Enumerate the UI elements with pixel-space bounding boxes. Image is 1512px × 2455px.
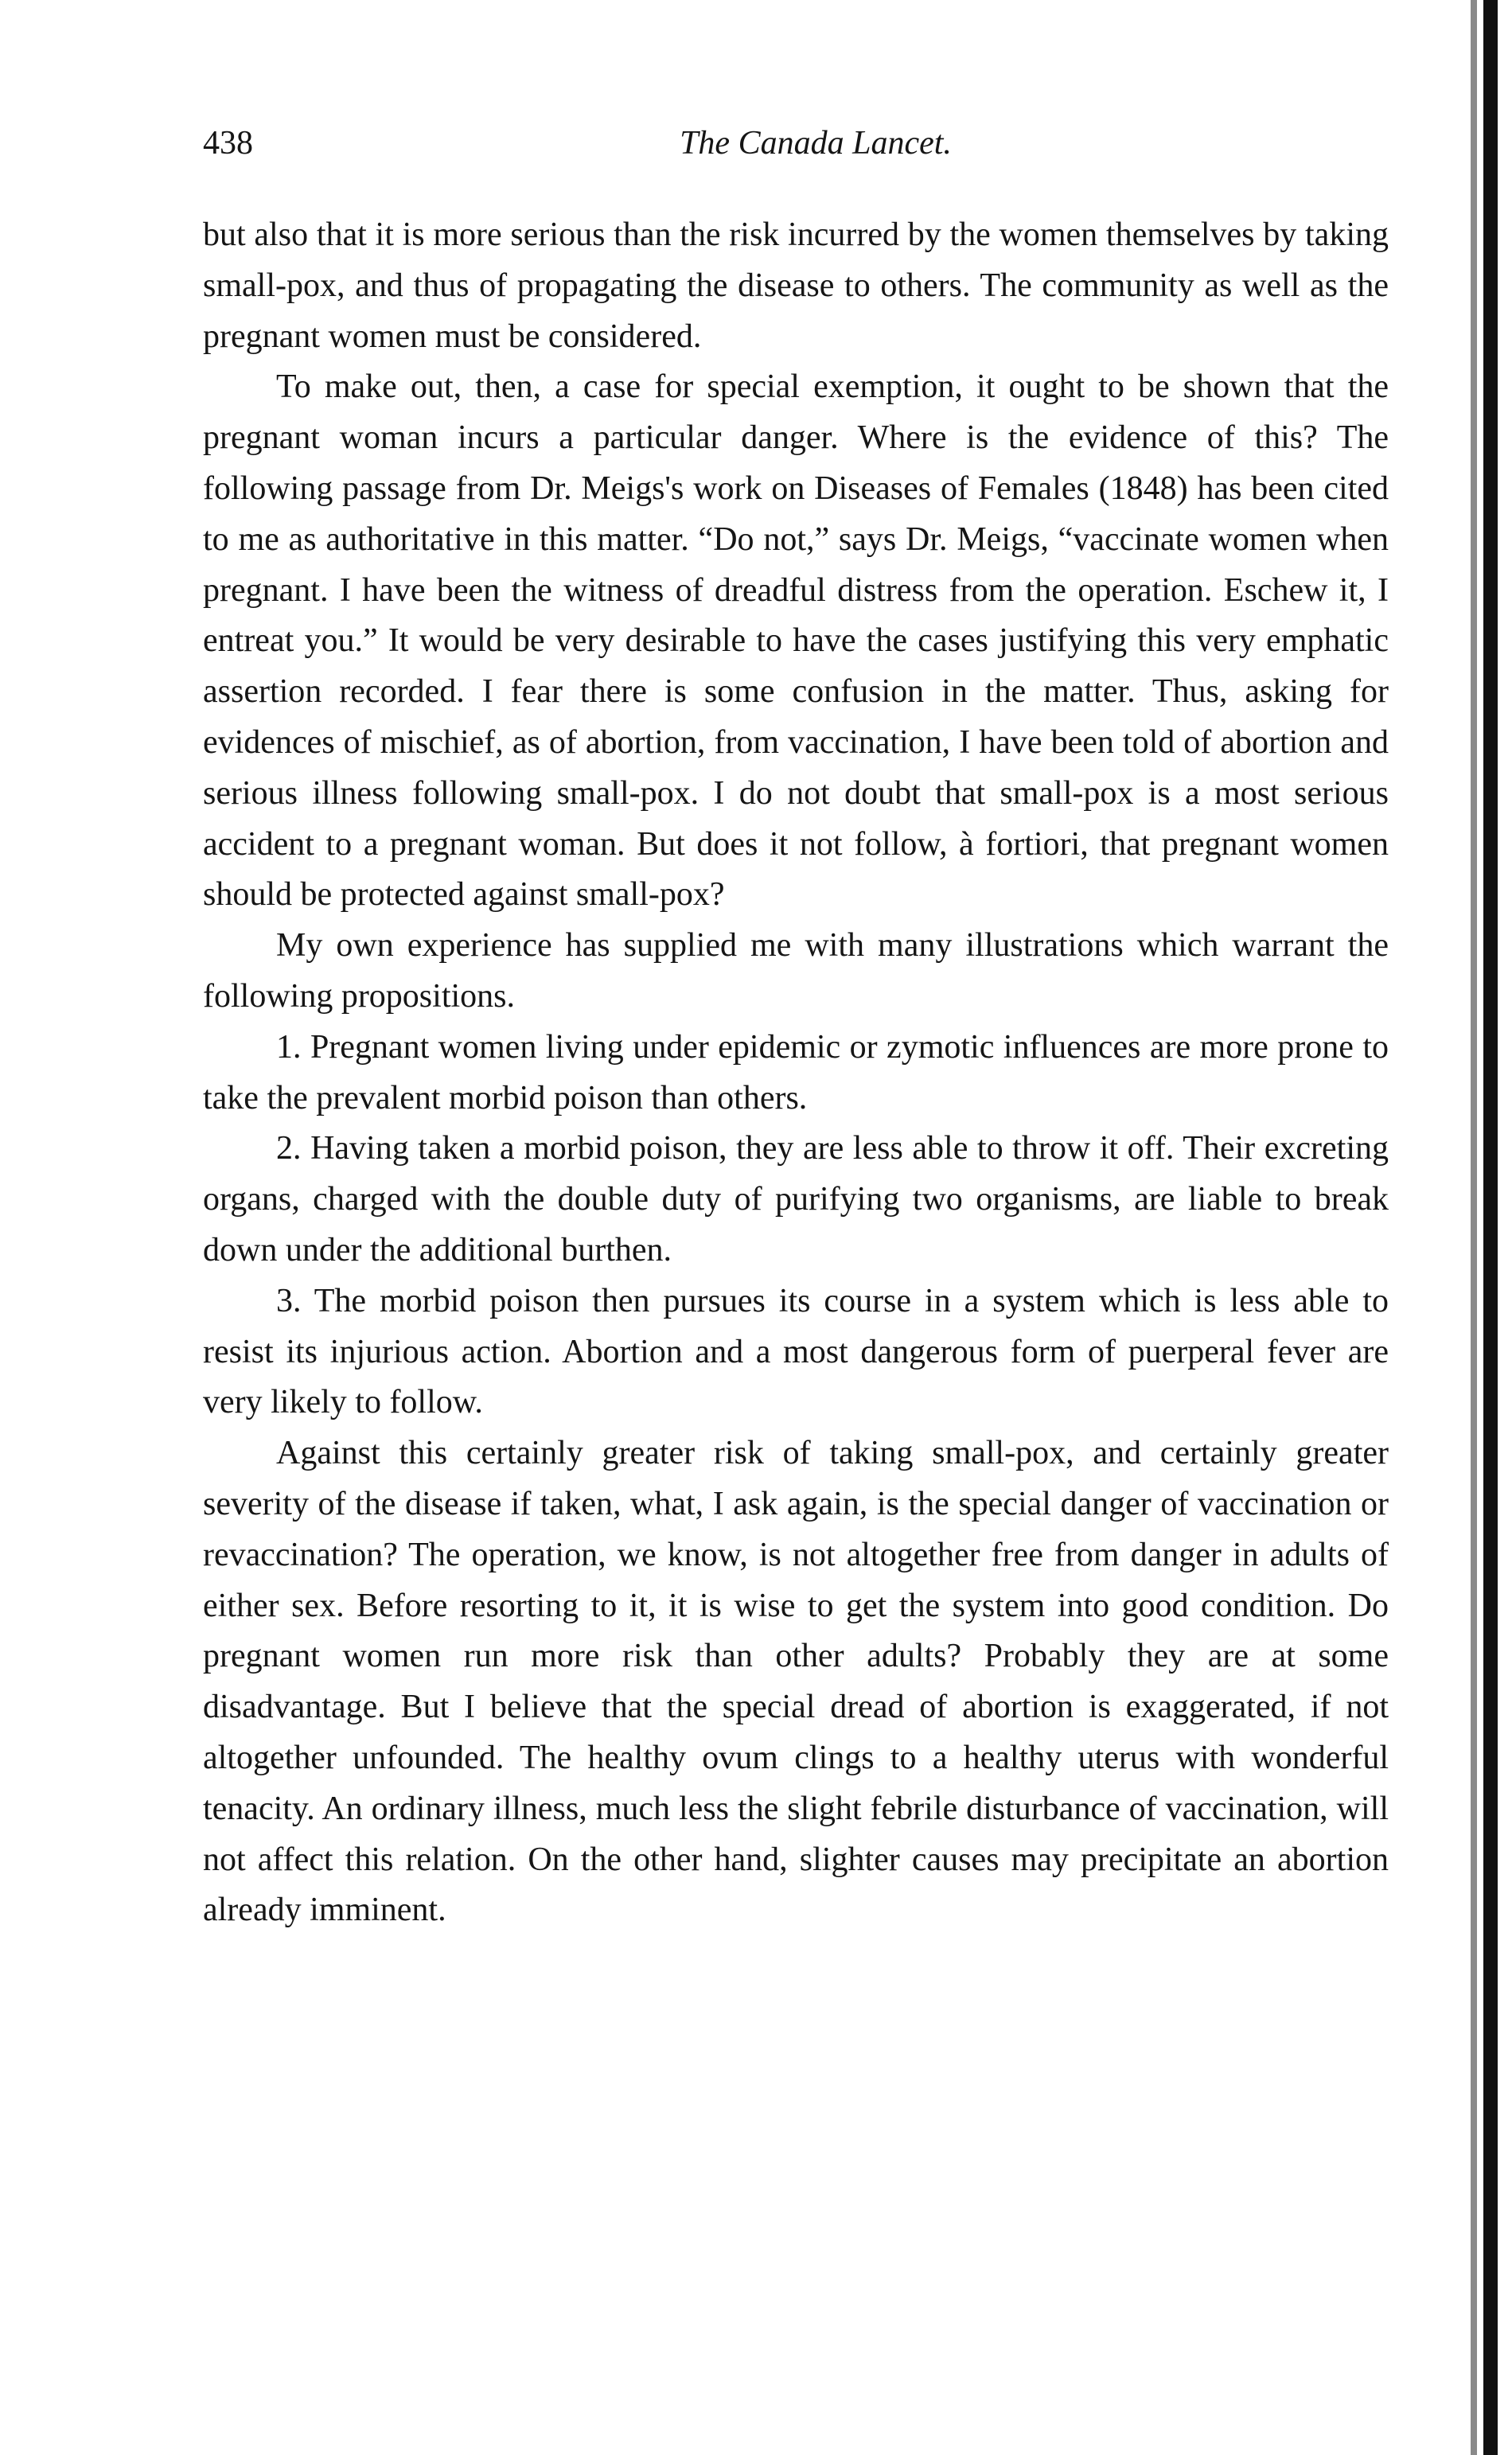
proposition-3: 3. The morbid poison then pursues its course in a system which is less able to resist its injurious action. Abortion and a most dangerous form of puerperal fever are very likely to follow. bbox=[203, 1282, 1389, 1421]
page-number: 438 bbox=[203, 125, 253, 162]
paragraph-against-risk: Against this certainly greater risk of taking small-pox, and certainly greater severity of the disease if taken, what, I ask again, is the special danger of vaccination or revaccination? The operation, we know, is not altogether free from danger in adults of either sex. Before resorting to it, it is wise to get the system into good condition. Do pregnant women run more risk than other adults? Probably they are at some disadvantage. But I believe that the special dread of abortion is exaggerated, if not altogether unfounded. The healthy ovum clings to a healthy uterus with wonderful tenacity. An ordinary illness, much less the slight febrile disturbance of vaccination, will not affect this relation. On the other hand, slighter causes may precipitate an abortion already imminent. bbox=[203, 1435, 1389, 1929]
running-title: The Canada Lancet. bbox=[680, 125, 952, 162]
scan-binding-edge bbox=[1483, 0, 1498, 2455]
paragraph-special-exemption: To make out, then, a case for special exemption, it ought to be shown that the pregnant woman incurs a particular danger. Where is the evidence of this? The following passage from Dr. Meigs's work on Diseases of Females (1848) has been cited to me as authoritative in this matter. “Do not,” says Dr. Meigs, “vaccinate women when pregnant. I have been the witness of dreadful distress from the operation. Eschew it, I entreat you.” It would be very desirable to have the cases justifying this very emphatic assertion recorded. I fear there is some confusion in the matter. Thus, asking for evidences of mischief, as of abortion, from vaccination, I have been told of abortion and serious illness following small-pox. I do not doubt that small-pox is a most serious accident to a pregnant woman. But does it not follow, à fortiori, that pregnant women should be protected against small-pox? bbox=[203, 368, 1389, 914]
page-header bbox=[203, 119, 1413, 175]
paragraph-own-experience: My own experience has supplied me with many illustrations which warrant the following propositions. bbox=[203, 927, 1389, 1015]
proposition-1: 1. Pregnant women living under epidemic or zymotic influences are more prone to take the prevalent morbid poison than others. bbox=[203, 1028, 1389, 1116]
proposition-2: 2. Having taken a morbid poison, they are less able to throw it off. Their excreting organs, charged with the double duty of purifying two organisms, are liable to break down under the additional burthen. bbox=[203, 1130, 1389, 1268]
body-text bbox=[203, 210, 1389, 1936]
scan-shadow bbox=[1471, 0, 1477, 2455]
paragraph-continuation: but also that it is more serious than the risk incurred by the women themselves by taking small-pox, and thus of propagating the disease to others. The community as well as the pregnant women must be considered. bbox=[203, 216, 1389, 355]
